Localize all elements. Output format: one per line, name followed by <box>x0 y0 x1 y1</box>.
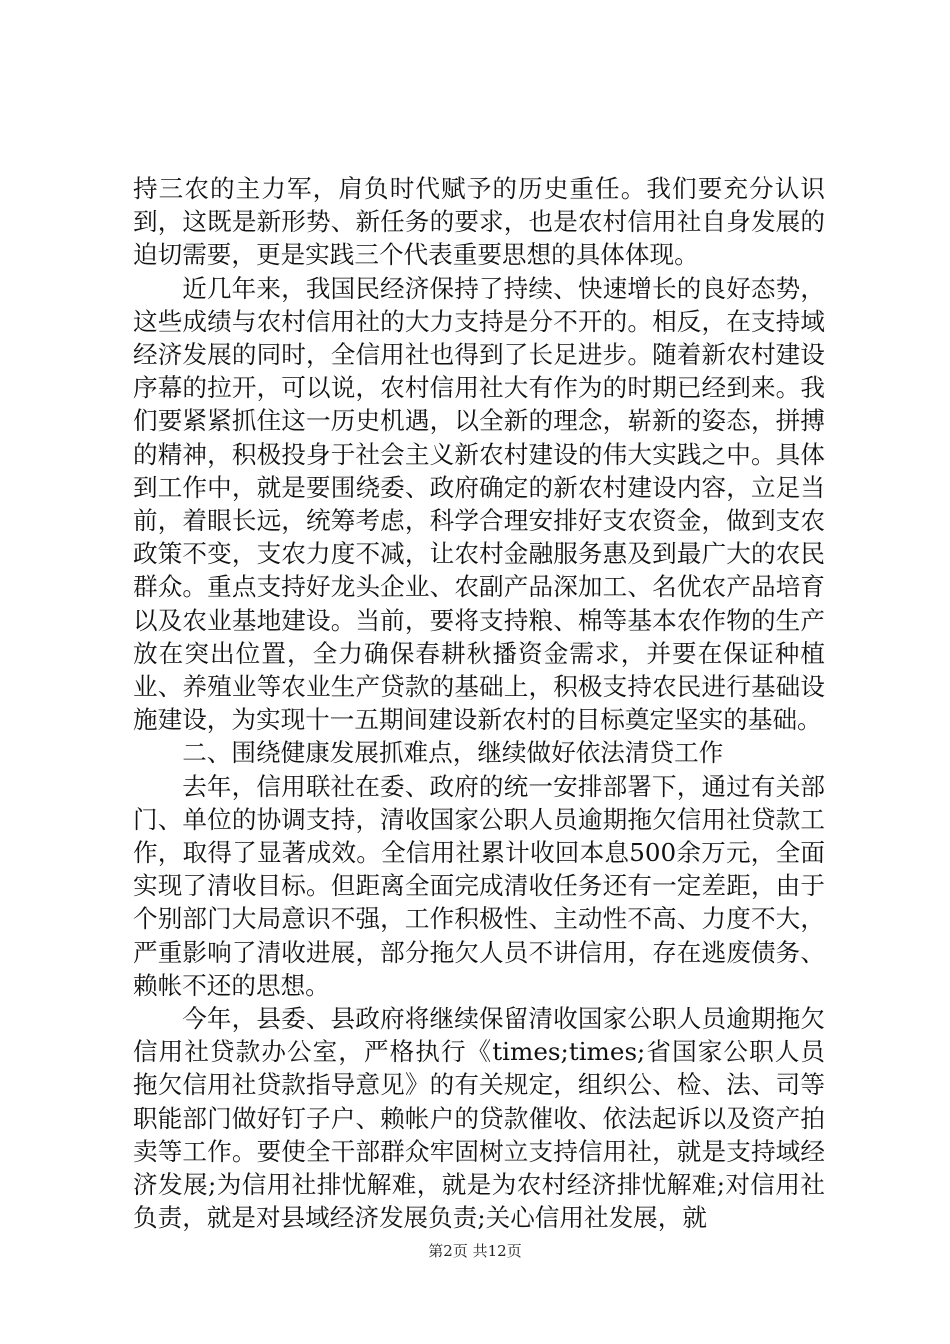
paragraph-2: 近几年来，我国民经济保持了持续、快速增长的良好态势，这些成绩与农村信用社的大力支持是分不开的。相反，在支持域经济发展的同时，全信用社也得到了长足进步。随着新农村建设序幕的拉开，可以说，农村信用社大有作为的时期已经到来。我们要紧紧抓住这一历史机遇，以全新的理念，崭新的姿态，拼搏的精神，积极投身于社会主义新农村建设的伟大实践之中。具体到工作中，就是要围绕委、政府确定的新农村建设内容，立足当前，着眼长远，统筹考虑，科学合理安排好支农资金，做到支农政策不变，支农力度不减，让农村金融服务惠及到最广大的农民群众。重点支持好龙头企业、农副产品深加工、名优农产品培育以及农业基地建设。当前，要将支持粮、棉等基本农作物的生产放在突出位置，全力确保春耕秋播资金需求，并要在保证种植业、养殖业等农业生产贷款的基础上，积极支持农民进行基础设施建设，为实现十一五期间建设新农村的目标奠定坚实的基础。 <box>133 273 825 735</box>
paragraph-3: 去年，信用联社在委、政府的统一安排部署下，通过有关部门、单位的协调支持，清收国家公职人员逾期拖欠信用社贷款工作，取得了显著成效。全信用社累计收回本息500余万元，全面实现了清收目标。但距离全面完成清收任务还有一定差距，由于个别部门大局意识不强，工作积极性、主动性不高、力度不大，严重影响了清收进展，部分拖欠人员不讲信用，存在逃废债务、赖帐不还的思想。 <box>133 771 825 1000</box>
section-heading: 二、围绕健康发展抓难点，继续做好依法清贷工作 <box>182 738 724 768</box>
paragraph-4: 今年，县委、县政府将继续保留清收国家公职人员逾期拖欠信用社贷款办公室，严格执行《times;times;省国家公职人员拖欠信用社贷款指导意见》的有关规定，组织公、检、法、司等职能部门做好钉子户、赖帐户的贷款催收、依法起诉以及资产拍卖等工作。要使全干部群众牢固树立支持信用社，就是支持域经济发展;为信用社排忧解难，就是为农村经济排忧解难;对信用社负责，就是对县域经济发展负责;关心信用社发展，就 <box>133 1004 825 1233</box>
paragraph-1: 持三农的主力军，肩负时代赋予的历史重任。我们要充分认识到，这既是新形势、新任务的要求，也是农村信用社自身发展的迫切需要，更是实践三个代表重要思想的具体体现。 <box>133 174 825 270</box>
page-number-footer: 第2页 共12页 <box>428 1242 522 1260</box>
document-body <box>133 172 825 1235</box>
